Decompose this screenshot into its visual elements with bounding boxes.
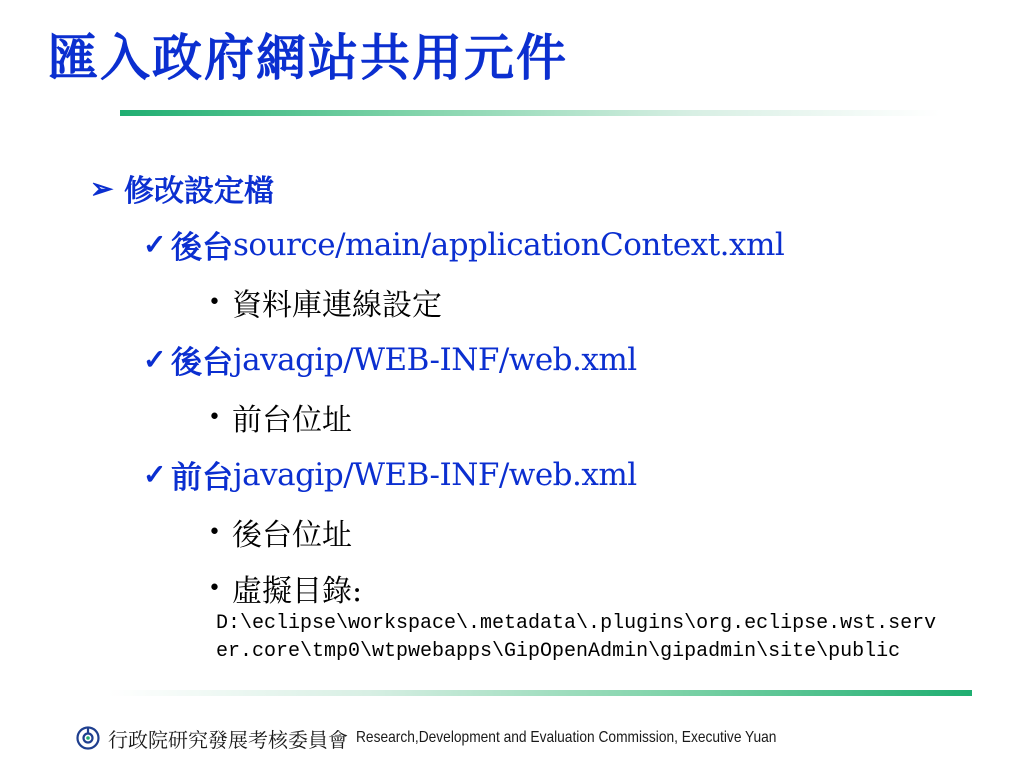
outline-subitem [208,510,352,554]
dot-bullet-icon: • [208,519,221,545]
outline-item-path: javagip/WEB-INF/web.xml [233,456,637,493]
outline-item-backend-webxml [143,337,637,382]
checkmark-icon: ✓ [143,343,167,376]
outline-subitem-text: 虛擬目錄: [232,574,363,609]
outline-item-prefix: 前台 [171,460,233,496]
org-name-english: Research,Development and Evaluation Commission, Executive Yuan [356,729,777,746]
outline-subitem-text: 資料庫連線設定 [232,288,442,323]
outline-subitem [208,395,352,439]
title-divider [120,110,940,116]
arrow-bullet-icon: ➢ [90,171,114,205]
checkmark-icon: ✓ [143,458,167,491]
outline-item-path: javagip/WEB-INF/web.xml [233,341,637,378]
outline-item-frontend-webxml [143,452,637,497]
virtual-directory-path: D:\eclipse\workspace\.metadata\.plugins\org.eclipse.wst.server.core\tmp0\wtpwebapps\GipOpenAdmin\gipadmin\site\public [216,612,937,663]
footer [76,720,845,756]
dot-bullet-icon: • [208,289,221,315]
rdec-emblem-icon [76,726,100,750]
outline-level1-item [90,166,274,210]
outline-item-prefix: 後台 [171,230,233,266]
outline-item-backend-appcontext [143,222,784,267]
slide-title: 匯入政府網站共用元件 [48,28,568,87]
dot-bullet-icon: • [208,404,221,430]
outline-subitem-text: 前台位址 [232,403,352,438]
outline-item-prefix: 後台 [171,345,233,381]
org-name-chinese: 行政院研究發展考核委員會 [108,727,348,752]
outline-subitem [208,280,442,324]
outline-level1-text: 修改設定檔 [124,174,274,209]
outline-subitem [208,566,362,610]
checkmark-icon: ✓ [143,228,167,261]
outline-subitem-text: 後台位址 [232,518,352,553]
footer-divider [108,690,972,696]
outline-item-path: source/main/applicationContext.xml [233,226,785,263]
dot-bullet-icon: • [208,575,221,601]
